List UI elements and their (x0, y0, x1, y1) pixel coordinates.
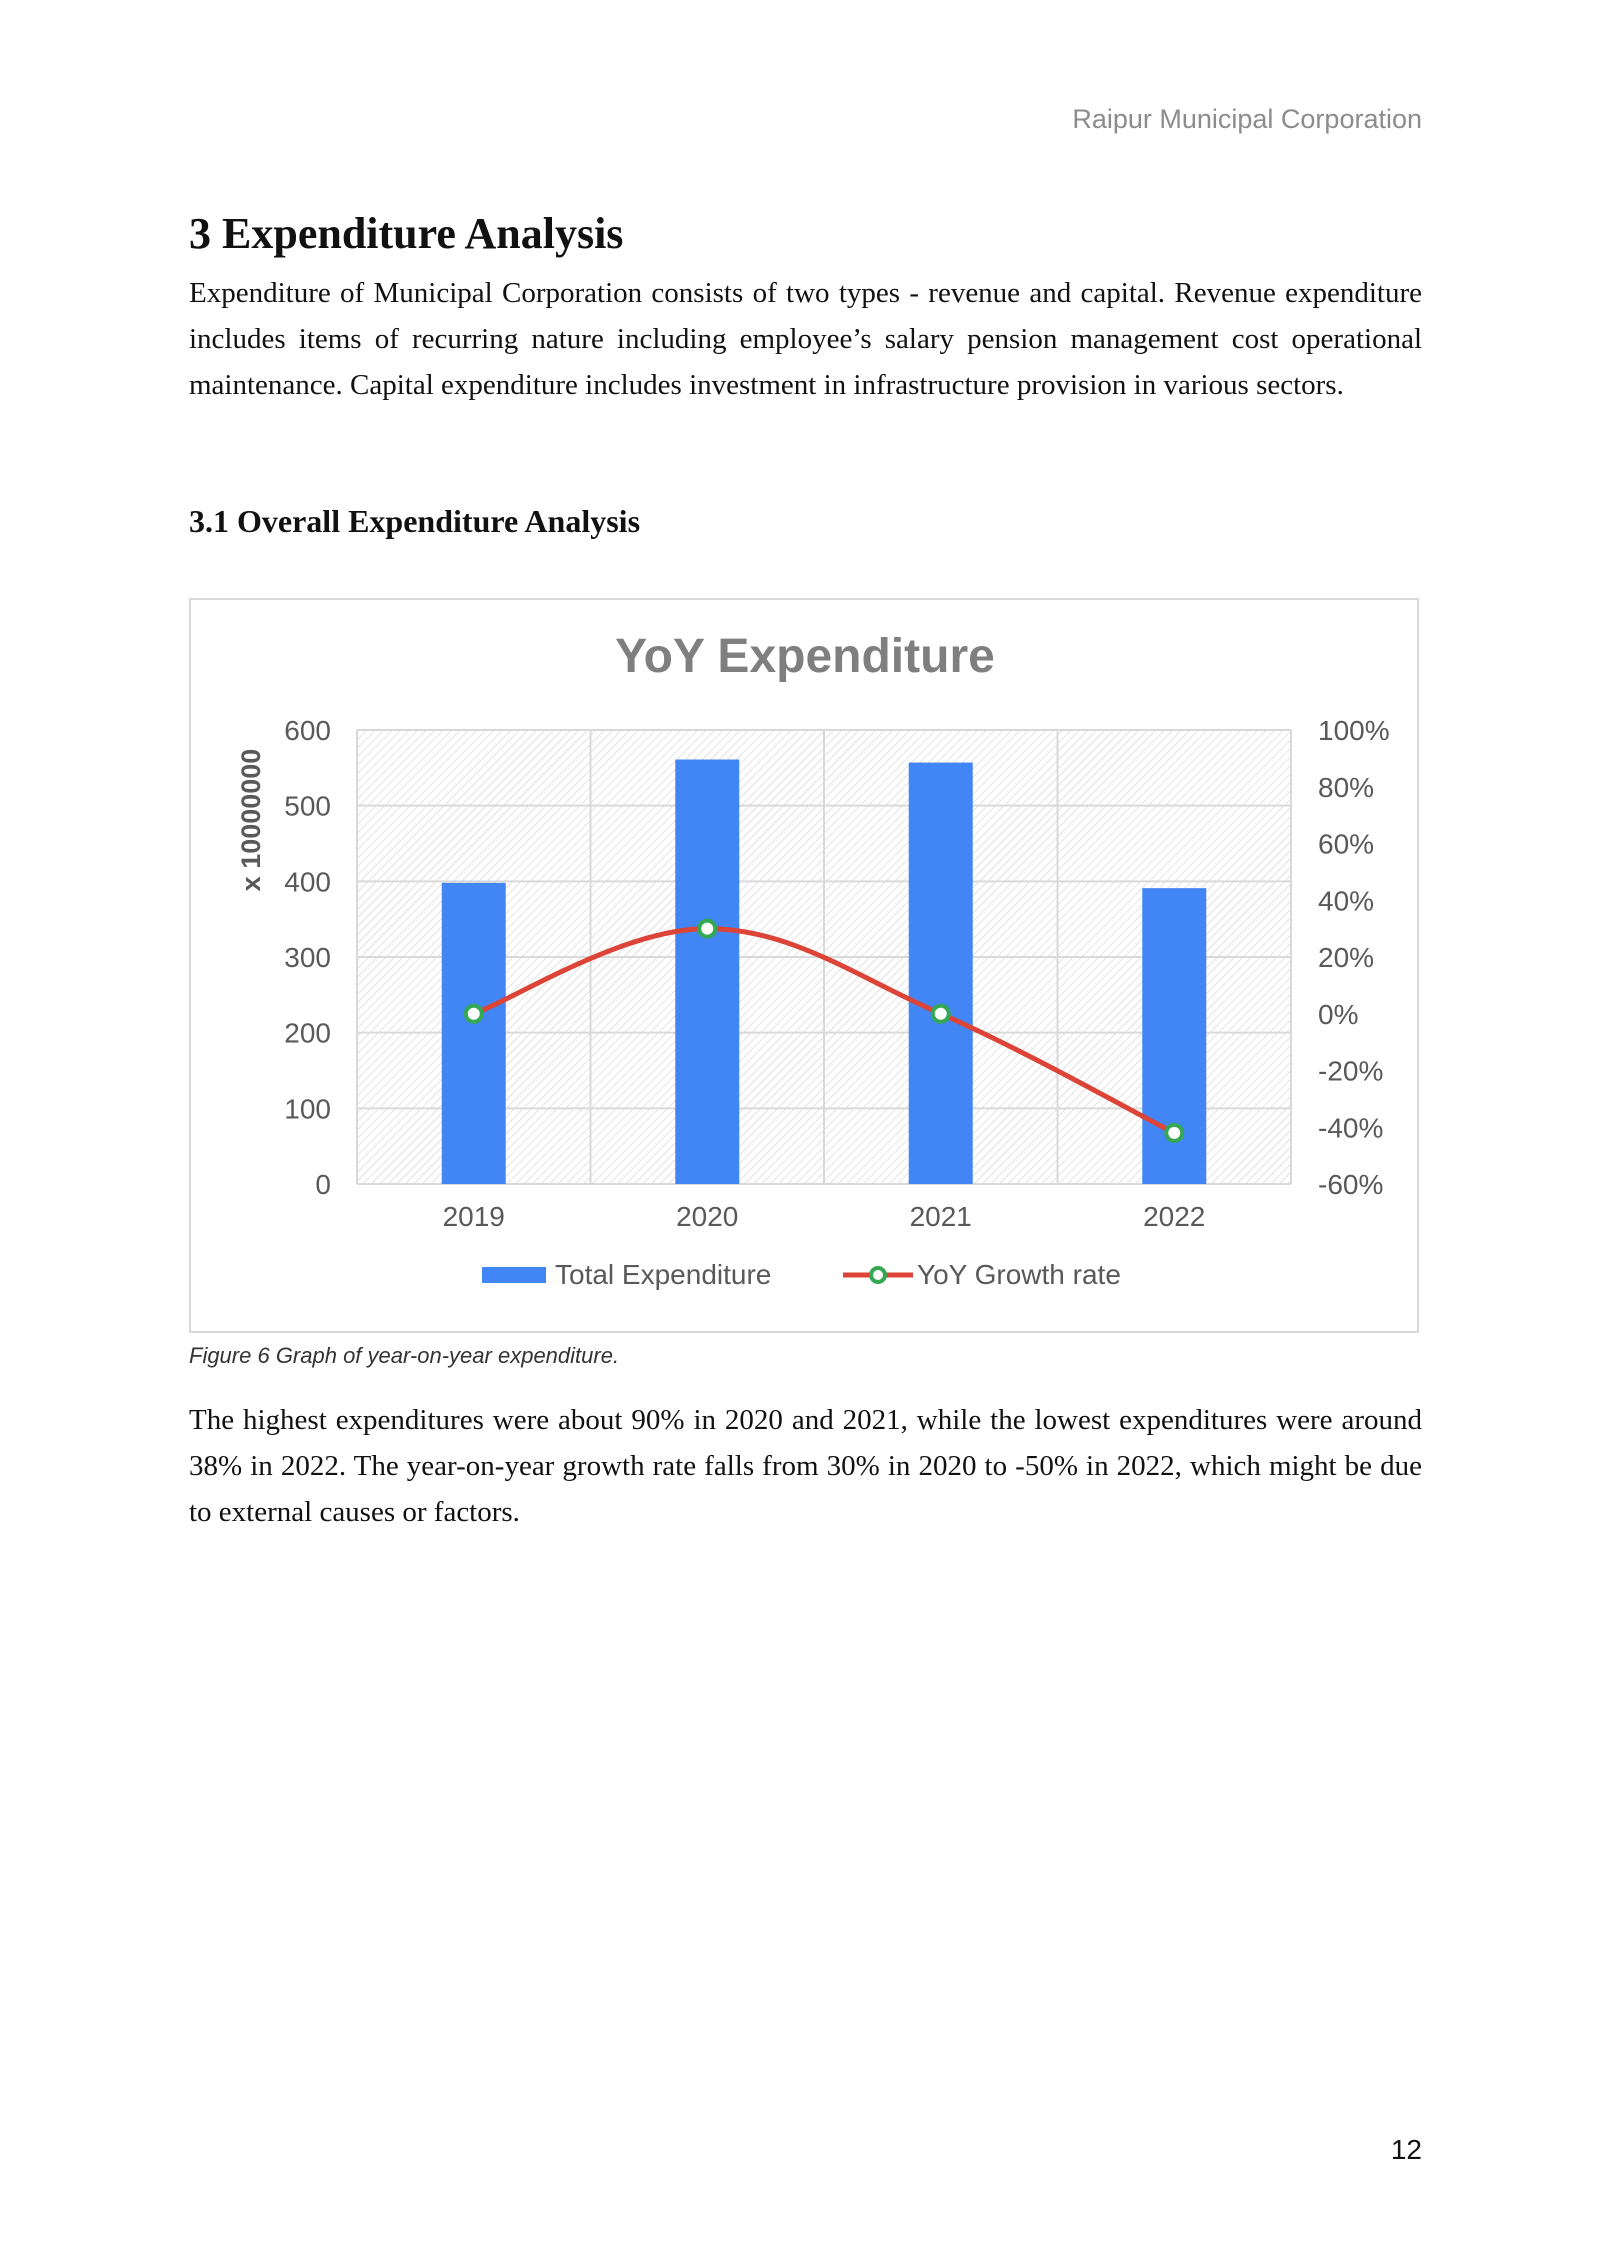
left-tick-label: 600 (284, 715, 331, 746)
point-yoy-growth-rate-2022 (1166, 1125, 1182, 1141)
right-tick-label: -60% (1318, 1169, 1384, 1200)
x-tick-label: 2019 (442, 1201, 505, 1232)
section-title: 3 Expenditure Analysis (189, 209, 624, 258)
right-tick-label: 0% (1318, 998, 1359, 1030)
right-tick-label: 40% (1318, 885, 1375, 917)
right-tick-label: 60% (1318, 828, 1375, 860)
right-axis-ticks (1318, 715, 1390, 1200)
legend-label-yoy-growth-rate: YoY Growth rate (917, 1259, 1121, 1290)
expenditure-chart (189, 598, 1419, 1333)
bar-total-expenditure-2021 (909, 763, 973, 1184)
point-yoy-growth-rate-2021 (933, 1006, 949, 1022)
subsection-title: 3.1 Overall Expenditure Analysis (189, 503, 641, 539)
legend-swatch-total-expenditure (482, 1267, 546, 1283)
page-number: 12 (1390, 2134, 1422, 2165)
left-tick-label: 300 (284, 942, 331, 973)
left-axis-ticks (284, 715, 331, 1200)
chart-title: YoY Expenditure (615, 630, 995, 683)
left-tick-label: 400 (284, 866, 331, 898)
y-axis-label: x 10000000 (236, 748, 266, 892)
legend-label-total-expenditure: Total Expenditure (555, 1259, 772, 1290)
page-header-org-name: Raipur Municipal Corporation (1072, 104, 1422, 134)
x-tick-label: 2021 (909, 1201, 972, 1232)
chart-legend (482, 1259, 1121, 1290)
bar-total-expenditure-2019 (442, 883, 506, 1184)
left-tick-label: 200 (284, 1017, 331, 1049)
x-axis-ticks (443, 1201, 1206, 1232)
right-tick-label: 80% (1318, 771, 1375, 803)
legend-swatch-yoy-marker (871, 1268, 885, 1282)
chart-svg (191, 600, 1417, 1331)
x-tick-label: 2022 (1143, 1201, 1206, 1232)
figure-caption: Figure 6 Graph of year-on-year expenditure. (189, 1343, 620, 1368)
right-tick-label: 20% (1318, 942, 1375, 973)
left-tick-label: 500 (284, 790, 331, 822)
point-yoy-growth-rate-2020 (699, 921, 715, 937)
point-yoy-growth-rate-2019 (466, 1006, 482, 1022)
x-tick-label: 2020 (676, 1201, 739, 1232)
analysis-paragraph: The highest expenditures were about 90% in 2020 and 2021, while the lowest expenditures were around 38% in 2022. The year-on-year growth rate falls from 30% in 2020 to -50% in 2022, which might be due to external causes or factors. (189, 1404, 1422, 1528)
right-tick-label: -40% (1318, 1112, 1384, 1144)
right-tick-label: 100% (1318, 715, 1390, 746)
bar-total-expenditure-2020 (675, 760, 739, 1184)
section-intro-paragraph: Expenditure of Municipal Corporation consists of two types - revenue and capital. Revenue expenditure includes items of recurring nature including employee’s salary pension management cost operational maintenance. Capital expenditure includes investment in infrastructure provision in various sectors. (189, 277, 1422, 401)
right-tick-label: -20% (1318, 1055, 1384, 1087)
left-tick-label: 100 (284, 1093, 331, 1125)
left-tick-label: 0 (315, 1169, 331, 1200)
